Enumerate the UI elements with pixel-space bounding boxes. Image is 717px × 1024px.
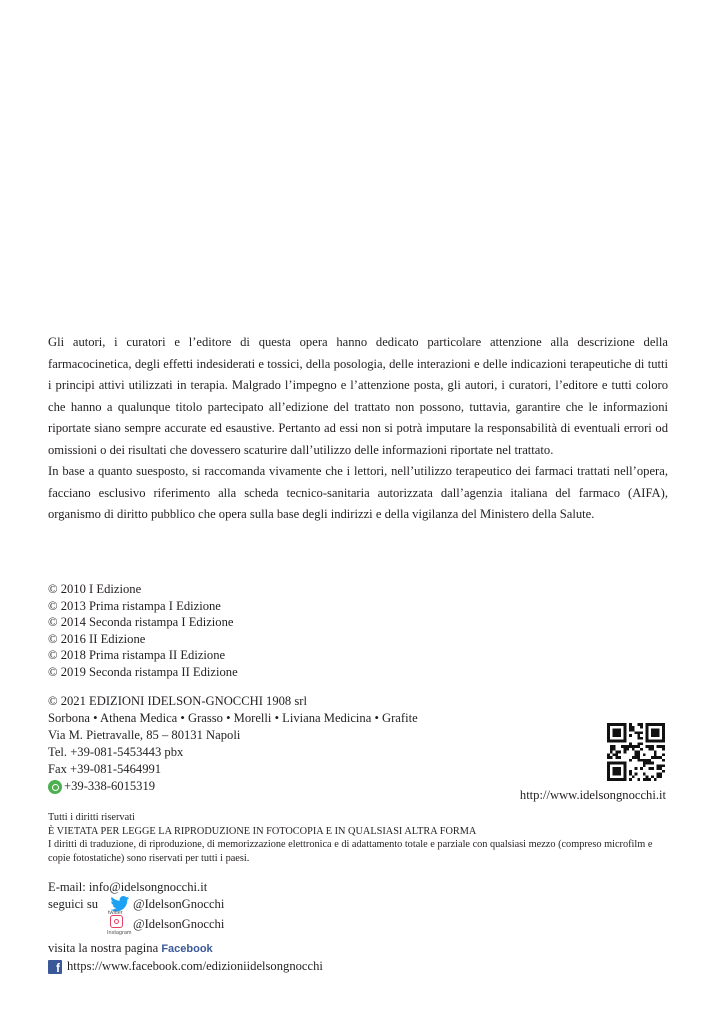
qr-module: [646, 759, 649, 762]
qr-module: [659, 775, 662, 778]
qr-module: [613, 773, 616, 776]
qr-module: [624, 745, 627, 748]
qr-module: [646, 729, 649, 732]
instagram-caption: Instagram: [107, 930, 132, 936]
qr-module: [610, 723, 613, 726]
qr-module: [662, 764, 665, 767]
qr-module: [607, 764, 610, 767]
qr-module: [624, 737, 627, 740]
qr-module: [629, 773, 632, 776]
qr-module: [624, 740, 627, 743]
publisher-tel: Tel. +39-081-5453443 pbx: [48, 745, 184, 759]
qr-module: [626, 745, 629, 748]
qr-module: [651, 745, 654, 748]
qr-module: [640, 742, 643, 745]
qr-module: [615, 778, 618, 781]
facebook-label[interactable]: Facebook: [161, 943, 213, 955]
qr-module: [640, 759, 643, 762]
disclaimer: [48, 332, 668, 526]
qr-module: [659, 723, 662, 726]
qr-module: [621, 762, 624, 765]
instagram-handle[interactable]: @IdelsonGnocchi: [133, 917, 225, 931]
qr-module: [646, 726, 649, 729]
qr-module: [640, 731, 643, 734]
qr-module: [651, 762, 654, 765]
edition-line: © 2014 Seconda ristampa I Edizione: [48, 615, 234, 630]
qr-module: [637, 756, 640, 759]
qr-module: [657, 773, 660, 776]
qr-module: [607, 740, 610, 743]
qr-module: [618, 773, 621, 776]
qr-module: [662, 723, 665, 726]
qr-module: [643, 762, 646, 765]
qr-module: [615, 740, 618, 743]
qr-module: [648, 723, 651, 726]
qr-module: [637, 734, 640, 737]
qr-module: [651, 734, 654, 737]
qr-module: [651, 748, 654, 751]
qr-module: [659, 740, 662, 743]
qr-module: [607, 753, 610, 756]
whatsapp-number: +39-338-6015319: [64, 779, 156, 793]
qr-module: [615, 756, 618, 759]
qr-module: [643, 764, 646, 767]
qr-module: [659, 773, 662, 776]
qr-module: [610, 740, 613, 743]
follow-label: seguici su: [48, 897, 99, 911]
qr-module: [618, 723, 621, 726]
qr-module: [618, 734, 621, 737]
qr-module: [654, 740, 657, 743]
edition-line: © 2010 I Edizione: [48, 582, 142, 596]
qr-module: [648, 767, 651, 770]
edition-history: [48, 581, 448, 681]
qr-module: [615, 734, 618, 737]
qr-module: [659, 745, 662, 748]
qr-module: [621, 740, 624, 743]
qr-module: [613, 745, 616, 748]
qr-module: [613, 767, 616, 770]
qr-module: [640, 767, 643, 770]
qr-module: [615, 729, 618, 732]
facebook-url[interactable]: https://www.facebook.com/edizioniidelsongnocchi: [67, 959, 323, 973]
publisher-imprints: Sorbona • Athena Medica • Grasso • Morelli • Liviana Medicina • Grafite: [48, 711, 418, 725]
qr-module: [657, 729, 660, 732]
qr-module: [613, 731, 616, 734]
qr-module: [607, 773, 610, 776]
qr-module: [610, 751, 613, 754]
qr-module: [635, 773, 638, 776]
qr-module: [637, 723, 640, 726]
qr-module: [624, 775, 627, 778]
qr-module: [615, 767, 618, 770]
qr-module: [615, 731, 618, 734]
email-line[interactable]: E-mail: info@idelsongnocchi.it: [48, 880, 208, 894]
qr-module: [635, 751, 638, 754]
qr-module: [662, 745, 665, 748]
qr-module: [629, 778, 632, 781]
qr-module: [654, 751, 657, 754]
qr-module: [618, 778, 621, 781]
instagram-row: [48, 913, 468, 940]
qr-module: [613, 748, 616, 751]
qr-module: [632, 726, 635, 729]
edition-line: © 2019 Seconda ristampa II Edizione: [48, 664, 238, 679]
qr-module: [648, 778, 651, 781]
edition-line: © 2016 II Edizione: [48, 631, 146, 646]
qr-module: [610, 762, 613, 765]
qr-module: [635, 767, 638, 770]
qr-module: [624, 770, 627, 773]
qr-module: [646, 775, 649, 778]
whatsapp-line: [48, 778, 468, 795]
twitter-handle[interactable]: @IdelsonGnocchi: [133, 897, 225, 911]
qr-module: [659, 767, 662, 770]
qr-module: [662, 726, 665, 729]
qr-module: [607, 762, 610, 765]
edition-line: © 2018 Prima ristampa II Edizione: [48, 648, 226, 663]
qr-module: [629, 734, 632, 737]
qr-module: [662, 753, 665, 756]
qr-module: [624, 762, 627, 765]
qr-module: [613, 762, 616, 765]
qr-module: [615, 770, 618, 773]
qr-module: [618, 751, 621, 754]
qr-module: [607, 756, 610, 759]
publisher-fax: Fax +39-081-5464991: [48, 762, 162, 776]
qr-module: [629, 770, 632, 773]
qr-module: [646, 731, 649, 734]
rights-reserved: Tutti i diritti riservati: [48, 812, 135, 823]
qr-module: [657, 767, 660, 770]
qr-module: [648, 759, 651, 762]
qr-module: [654, 756, 657, 759]
qr-module: [635, 753, 638, 756]
qr-module: [610, 756, 613, 759]
qr-module: [662, 734, 665, 737]
qr-module: [651, 731, 654, 734]
contacts: [48, 879, 468, 975]
qr-module: [618, 767, 621, 770]
qr-module: [615, 751, 618, 754]
qr-module: [648, 748, 651, 751]
qr-module: [635, 731, 638, 734]
qr-module: [654, 753, 657, 756]
qr-module: [662, 759, 665, 762]
qr-module: [624, 764, 627, 767]
qr-module: [607, 726, 610, 729]
qr-module: [662, 731, 665, 734]
qr-module: [607, 734, 610, 737]
publisher-address: Via M. Pietravalle, 85 – 80131 Napoli: [48, 728, 241, 742]
qr-module: [624, 734, 627, 737]
qr-module: [646, 734, 649, 737]
qr-module: [657, 723, 660, 726]
qr-module: [607, 770, 610, 773]
qr-module: [629, 745, 632, 748]
qr-module: [615, 753, 618, 756]
twitter-caption: twitter: [108, 910, 123, 916]
qr-module: [637, 742, 640, 745]
qr-module: [613, 753, 616, 756]
qr-module: [607, 737, 610, 740]
qr-module: [640, 748, 643, 751]
qr-module: [629, 759, 632, 762]
qr-module: [643, 753, 646, 756]
whatsapp-icon: [48, 780, 62, 794]
qr-module: [624, 748, 627, 751]
instagram-icon[interactable]: [110, 915, 123, 928]
qr-module: [613, 770, 616, 773]
qr-module: [640, 737, 643, 740]
disclaimer-paragraph-1: Gli autori, i curatori e l’editore di questa opera hanno dedicato particolare attenzione alla descrizione della farmacocinetica, degli effetti indesiderati e tossici, della posologia, delle interazioni e delle indicazioni terapeutiche di tutti i principi attivi utilizzati in terapia. Malgrado l’impegno e l’attenzione posta, gli autori, i curatori, l’editore e tutti coloro che hanno a qualunque titolo partecipato all’edizione del trattato non possono, tuttavia, garantire che le informazioni riportate siano sempre accurate ed esaustive. Pertanto ad essi non si potrà imputare la responsabilità di eventuali errori od omissioni o dei risultati che dovessero scaturire dall’utilizzo delle informazioni riportate nel trattato.: [48, 335, 668, 457]
qr-module: [637, 759, 640, 762]
qr-module: [615, 762, 618, 765]
qr-module: [640, 723, 643, 726]
facebook-visit-line: [48, 940, 468, 958]
qr-module: [632, 729, 635, 732]
qr-module: [618, 731, 621, 734]
qr-module: [646, 762, 649, 765]
qr-module: [662, 729, 665, 732]
qr-module: [624, 778, 627, 781]
qr-module: [651, 729, 654, 732]
qr-module: [632, 745, 635, 748]
qr-module: [629, 723, 632, 726]
qr-module: [621, 723, 624, 726]
qr-code: [607, 723, 665, 781]
qr-module: [662, 748, 665, 751]
qr-module: [610, 745, 613, 748]
qr-module: [615, 723, 618, 726]
qr-module: [651, 767, 654, 770]
publisher-copyright: © 2021 EDIZIONI IDELSON-GNOCCHI 1908 srl: [48, 694, 307, 708]
qr-module: [618, 756, 621, 759]
qr-module: [651, 775, 654, 778]
qr-module: [657, 745, 660, 748]
qr-module: [637, 753, 640, 756]
qr-module: [607, 723, 610, 726]
qr-module: [621, 745, 624, 748]
qr-module: [607, 729, 610, 732]
facebook-icon[interactable]: f: [48, 960, 62, 974]
website-link[interactable]: http://www.idelsongnocchi.it: [519, 788, 666, 802]
qr-module: [651, 756, 654, 759]
qr-module: [651, 740, 654, 743]
rights-details: I diritti di traduzione, di riproduzione, di memorizzazione elettronica e di adattamento totale e parziale con qualsiasi mezzo (compreso microfilm e copie fotostatiche) sono riservati per tutti i paesi.: [48, 839, 653, 864]
qr-module: [632, 775, 635, 778]
qr-module: [618, 740, 621, 743]
qr-module: [613, 740, 616, 743]
qr-module: [640, 726, 643, 729]
qr-module: [607, 775, 610, 778]
qr-module: [635, 745, 638, 748]
qr-module: [624, 731, 627, 734]
qr-module: [629, 726, 632, 729]
qr-module: [646, 745, 649, 748]
qr-module: [659, 756, 662, 759]
qr-module: [624, 751, 627, 754]
qr-module: [637, 731, 640, 734]
qr-module: [654, 723, 657, 726]
qr-module: [610, 748, 613, 751]
qr-module: [662, 770, 665, 773]
qr-module: [624, 767, 627, 770]
qr-module: [629, 742, 632, 745]
qr-module: [618, 770, 621, 773]
qr-module: [613, 723, 616, 726]
qr-module: [657, 740, 660, 743]
qr-module: [657, 734, 660, 737]
qr-module: [654, 731, 657, 734]
qr-module: [637, 745, 640, 748]
qr-module: [618, 762, 621, 765]
qr-module: [637, 778, 640, 781]
qr-module: [651, 723, 654, 726]
qr-module: [607, 767, 610, 770]
edition-line: © 2013 Prima ristampa I Edizione: [48, 598, 221, 613]
twitter-row: [48, 896, 468, 916]
qr-module: [618, 729, 621, 732]
qr-module: [632, 748, 635, 751]
qr-module: [621, 778, 624, 781]
qr-module: [654, 778, 657, 781]
disclaimer-paragraph-2: In base a quanto suesposto, si raccomanda vivamente che i lettori, nell’utilizzo terapeutico dei farmaci trattati nell’opera, facciano esclusivo riferimento alla scheda tecnico-sanitaria autorizzata dall’agenzia italiana del farmaco (AIFA), organismo di diritto pubblico che opera sulla base degli indirizzi e della vigilanza del Ministero della Salute.: [48, 464, 668, 521]
publisher-info: [48, 693, 468, 795]
qr-module: [643, 773, 646, 776]
qr-module: [607, 778, 610, 781]
facebook-prefix: visita la nostra pagina: [48, 941, 159, 955]
qr-module: [643, 759, 646, 762]
qr-module: [643, 778, 646, 781]
qr-module: [610, 778, 613, 781]
qr-module: [613, 778, 616, 781]
qr-module: [632, 756, 635, 759]
qr-module: [624, 726, 627, 729]
qr-module: [613, 734, 616, 737]
qr-module: [657, 756, 660, 759]
qr-module: [629, 729, 632, 732]
qr-module: [624, 773, 627, 776]
qr-module: [637, 737, 640, 740]
qr-module: [613, 729, 616, 732]
qr-module: [654, 729, 657, 732]
qr-module: [648, 745, 651, 748]
qr-module: [659, 764, 662, 767]
qr-module: [624, 729, 627, 732]
qr-module: [648, 740, 651, 743]
qr-module: [637, 751, 640, 754]
qr-module: [648, 762, 651, 765]
qr-module: [615, 773, 618, 776]
qr-module: [624, 723, 627, 726]
qr-module: [662, 737, 665, 740]
qr-module: [635, 756, 638, 759]
qr-module: [646, 723, 649, 726]
qr-module: [657, 764, 660, 767]
rights-notice: [48, 811, 670, 865]
qr-module: [646, 737, 649, 740]
qr-module: [626, 748, 629, 751]
qr-module: [657, 731, 660, 734]
qr-module: [646, 740, 649, 743]
qr-module: [654, 734, 657, 737]
facebook-url-row: [48, 958, 468, 975]
qr-module: [646, 778, 649, 781]
rights-prohibition: È VIETATA PER LEGGE LA RIPRODUZIONE IN FOTOCOPIA E IN QUALSIASI ALTRA FORMA: [48, 825, 477, 837]
qr-module: [662, 740, 665, 743]
qr-module: [607, 731, 610, 734]
qr-module: [657, 775, 660, 778]
